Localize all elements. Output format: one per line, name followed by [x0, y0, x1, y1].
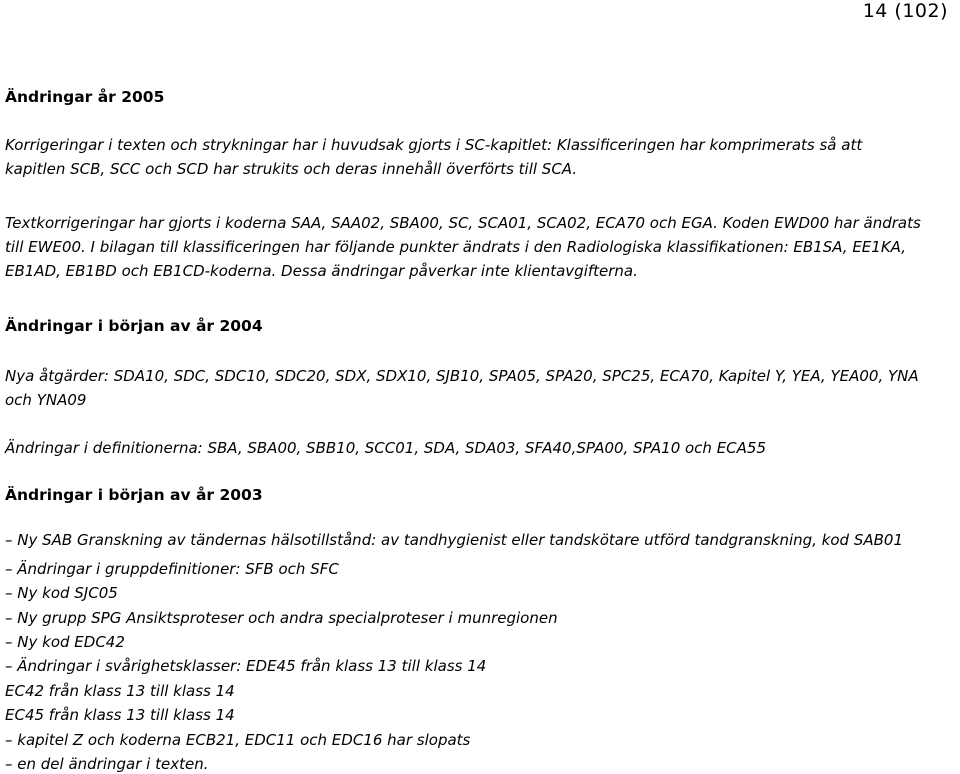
list-item: EC42 från klass 13 till klass 14: [5, 682, 235, 700]
list-item: – Ändringar i svårighetsklasser: EDE45 från klass 13 till klass 14: [5, 657, 487, 675]
list-item: EC45 från klass 13 till klass 14: [5, 706, 235, 724]
list-item: – Ändringar i gruppdefinitioner: SFB och SFC: [5, 560, 339, 578]
paragraph-2004-definition-changes: Ändringar i definitionerna: SBA, SBA00, SBB10, SCC01, SDA, SDA03, SFA40,SPA00, SPA10 och ECA55: [5, 439, 767, 457]
paragraph-2005-sc-chapter: Korrigeringar i texten och strykningar har i huvudsak gjorts i SC-kapitlet: Klassificeringen har komprimerats så att kapitlen SCB, SCC och SCD har strukits och deras innehåll överförts till SCA.: [5, 136, 863, 178]
section-heading-2003: Ändringar i början av år 2003: [5, 486, 263, 504]
section-heading-2005: Ändringar år 2005: [5, 88, 165, 106]
paragraph-2005-text-corrections: Textkorrigeringar har gjorts i koderna SAA, SAA02, SBA00, SC, SCA01, SCA02, ECA70 och EGA. Koden EWD00 har ändrats till EWE00. I bilagan till klassificeringen har följande punkter ändrats i den Radiologiska klassifikationen: EB1SA, EE1KA, EB1AD, EB1BD och EB1CD-koderna. Dessa ändringar påverkar inte klientavgifterna.: [5, 214, 921, 280]
list-item: – Ny grupp SPG Ansiktsproteser och andra specialproteser i munregionen: [5, 609, 558, 627]
list-item-clipped: – Ny SAB Granskning av tändernas hälsotillstånd: av tandhygienist eller tandskötare utförd tandgranskning, kod SAB01: [5, 531, 904, 549]
list-item: – kapitel Z och koderna ECB21, EDC11 och EDC16 har slopats: [5, 731, 471, 749]
list-item: – Ny kod SJC05: [5, 584, 118, 602]
paragraph-2004-new-measures: Nya åtgärder: SDA10, SDC, SDC10, SDC20, SDX, SDX10, SJB10, SPA05, SPA20, SPC25, ECA70, Kapitel Y, YEA, YEA00, YNA och YNA09: [5, 367, 919, 409]
list-item: – Ny kod EDC42: [5, 633, 125, 651]
page-number: 14 (102): [862, 0, 948, 22]
section-heading-2004: Ändringar i början av år 2004: [5, 317, 263, 335]
list-item: – en del ändringar i texten.: [5, 755, 209, 773]
